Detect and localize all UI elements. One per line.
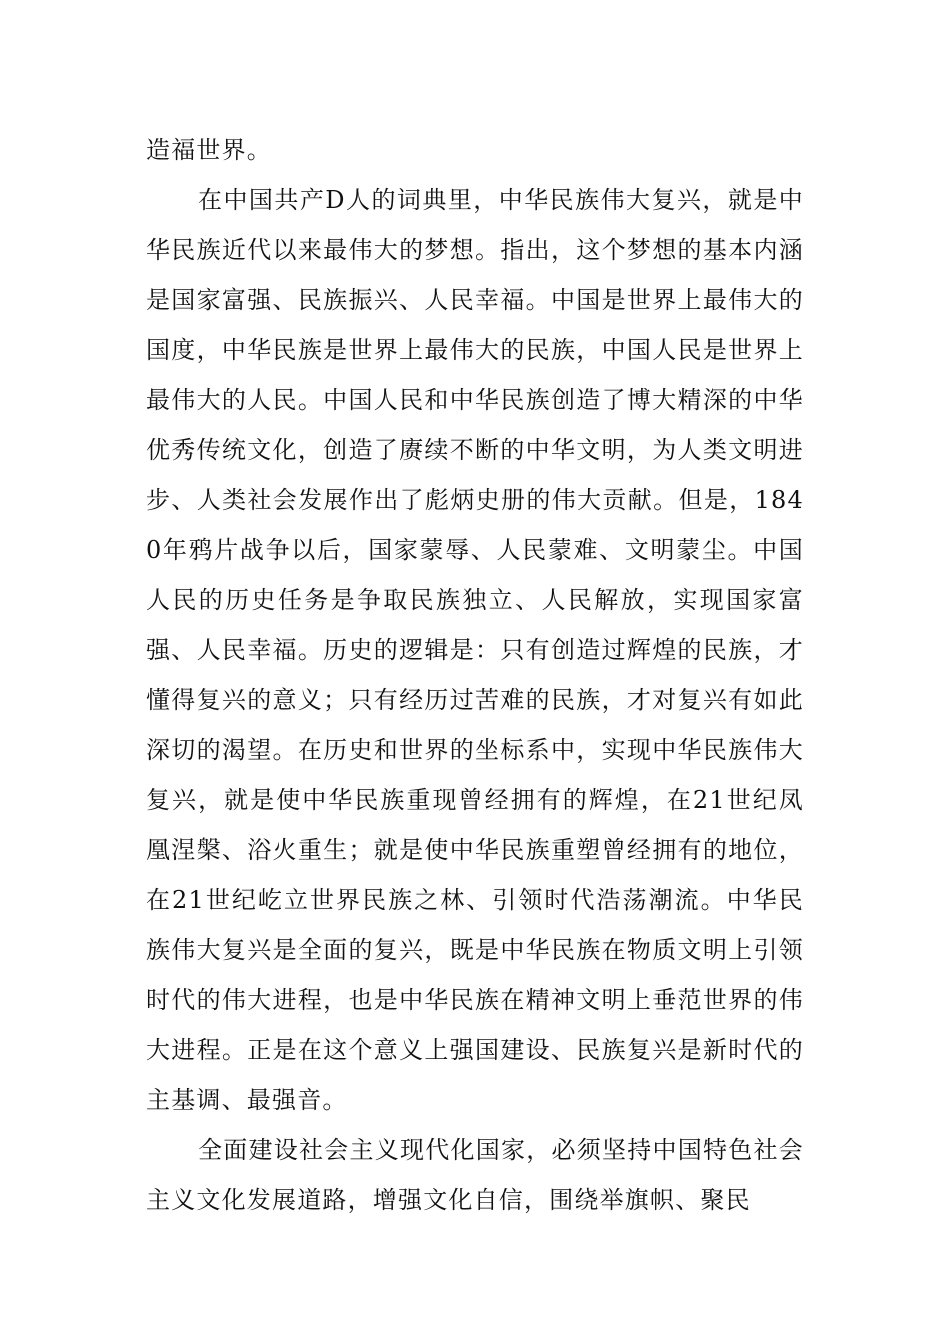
paragraph-national-rejuvenation: 在中国共产D人的词典里，中华民族伟大复兴，就是中华民族近代以来最伟大的梦想。指出，这个梦想的基本内涵是国家富强、民族振兴、人民幸福。中国是世界上最伟大的国度，中华民族是世界上最伟大的民族，中国人民是世界上最伟大的人民。中国人民和中华民族创造了博大精深的中华优秀传统文化，创造了赓续不断的中华文明，为人类文明进步、人类社会发展作出了彪炳史册的伟大贡献。但是，1840年鸦片战争以后，国家蒙辱、人民蒙难、文明蒙尘。中国人民的历史任务是争取民族独立、人民解放，实现国家富强、人民幸福。历史的逻辑是：只有创造过辉煌的民族，才懂得复兴的意义；只有经历过苦难的民族，才对复兴有如此深切的渴望。在历史和世界的坐标系中，实现中华民族伟大复兴，就是使中华民族重现曾经拥有的辉煌，在21世纪凤凰涅槃、浴火重生；就是使中华民族重塑曾经拥有的地位，在21世纪屹立世界民族之林、引领时代浩荡潮流。中华民族伟大复兴是全面的复兴，既是中华民族在物质文明上引领时代的伟大进程，也是中华民族在精神文明上垂范世界的伟大进程。正是在这个意义上强国建设、民族复兴是新时代的主基调、最强音。 <box>146 186 804 1114</box>
paragraph-continuation: 造福世界。 <box>146 136 272 164</box>
document-body <box>146 125 804 1225</box>
paragraph-cultural-development: 全面建设社会主义现代化国家，必须坚持中国特色社会主义文化发展道路，增强文化自信，围绕举旗帜、聚民 <box>146 1136 804 1214</box>
